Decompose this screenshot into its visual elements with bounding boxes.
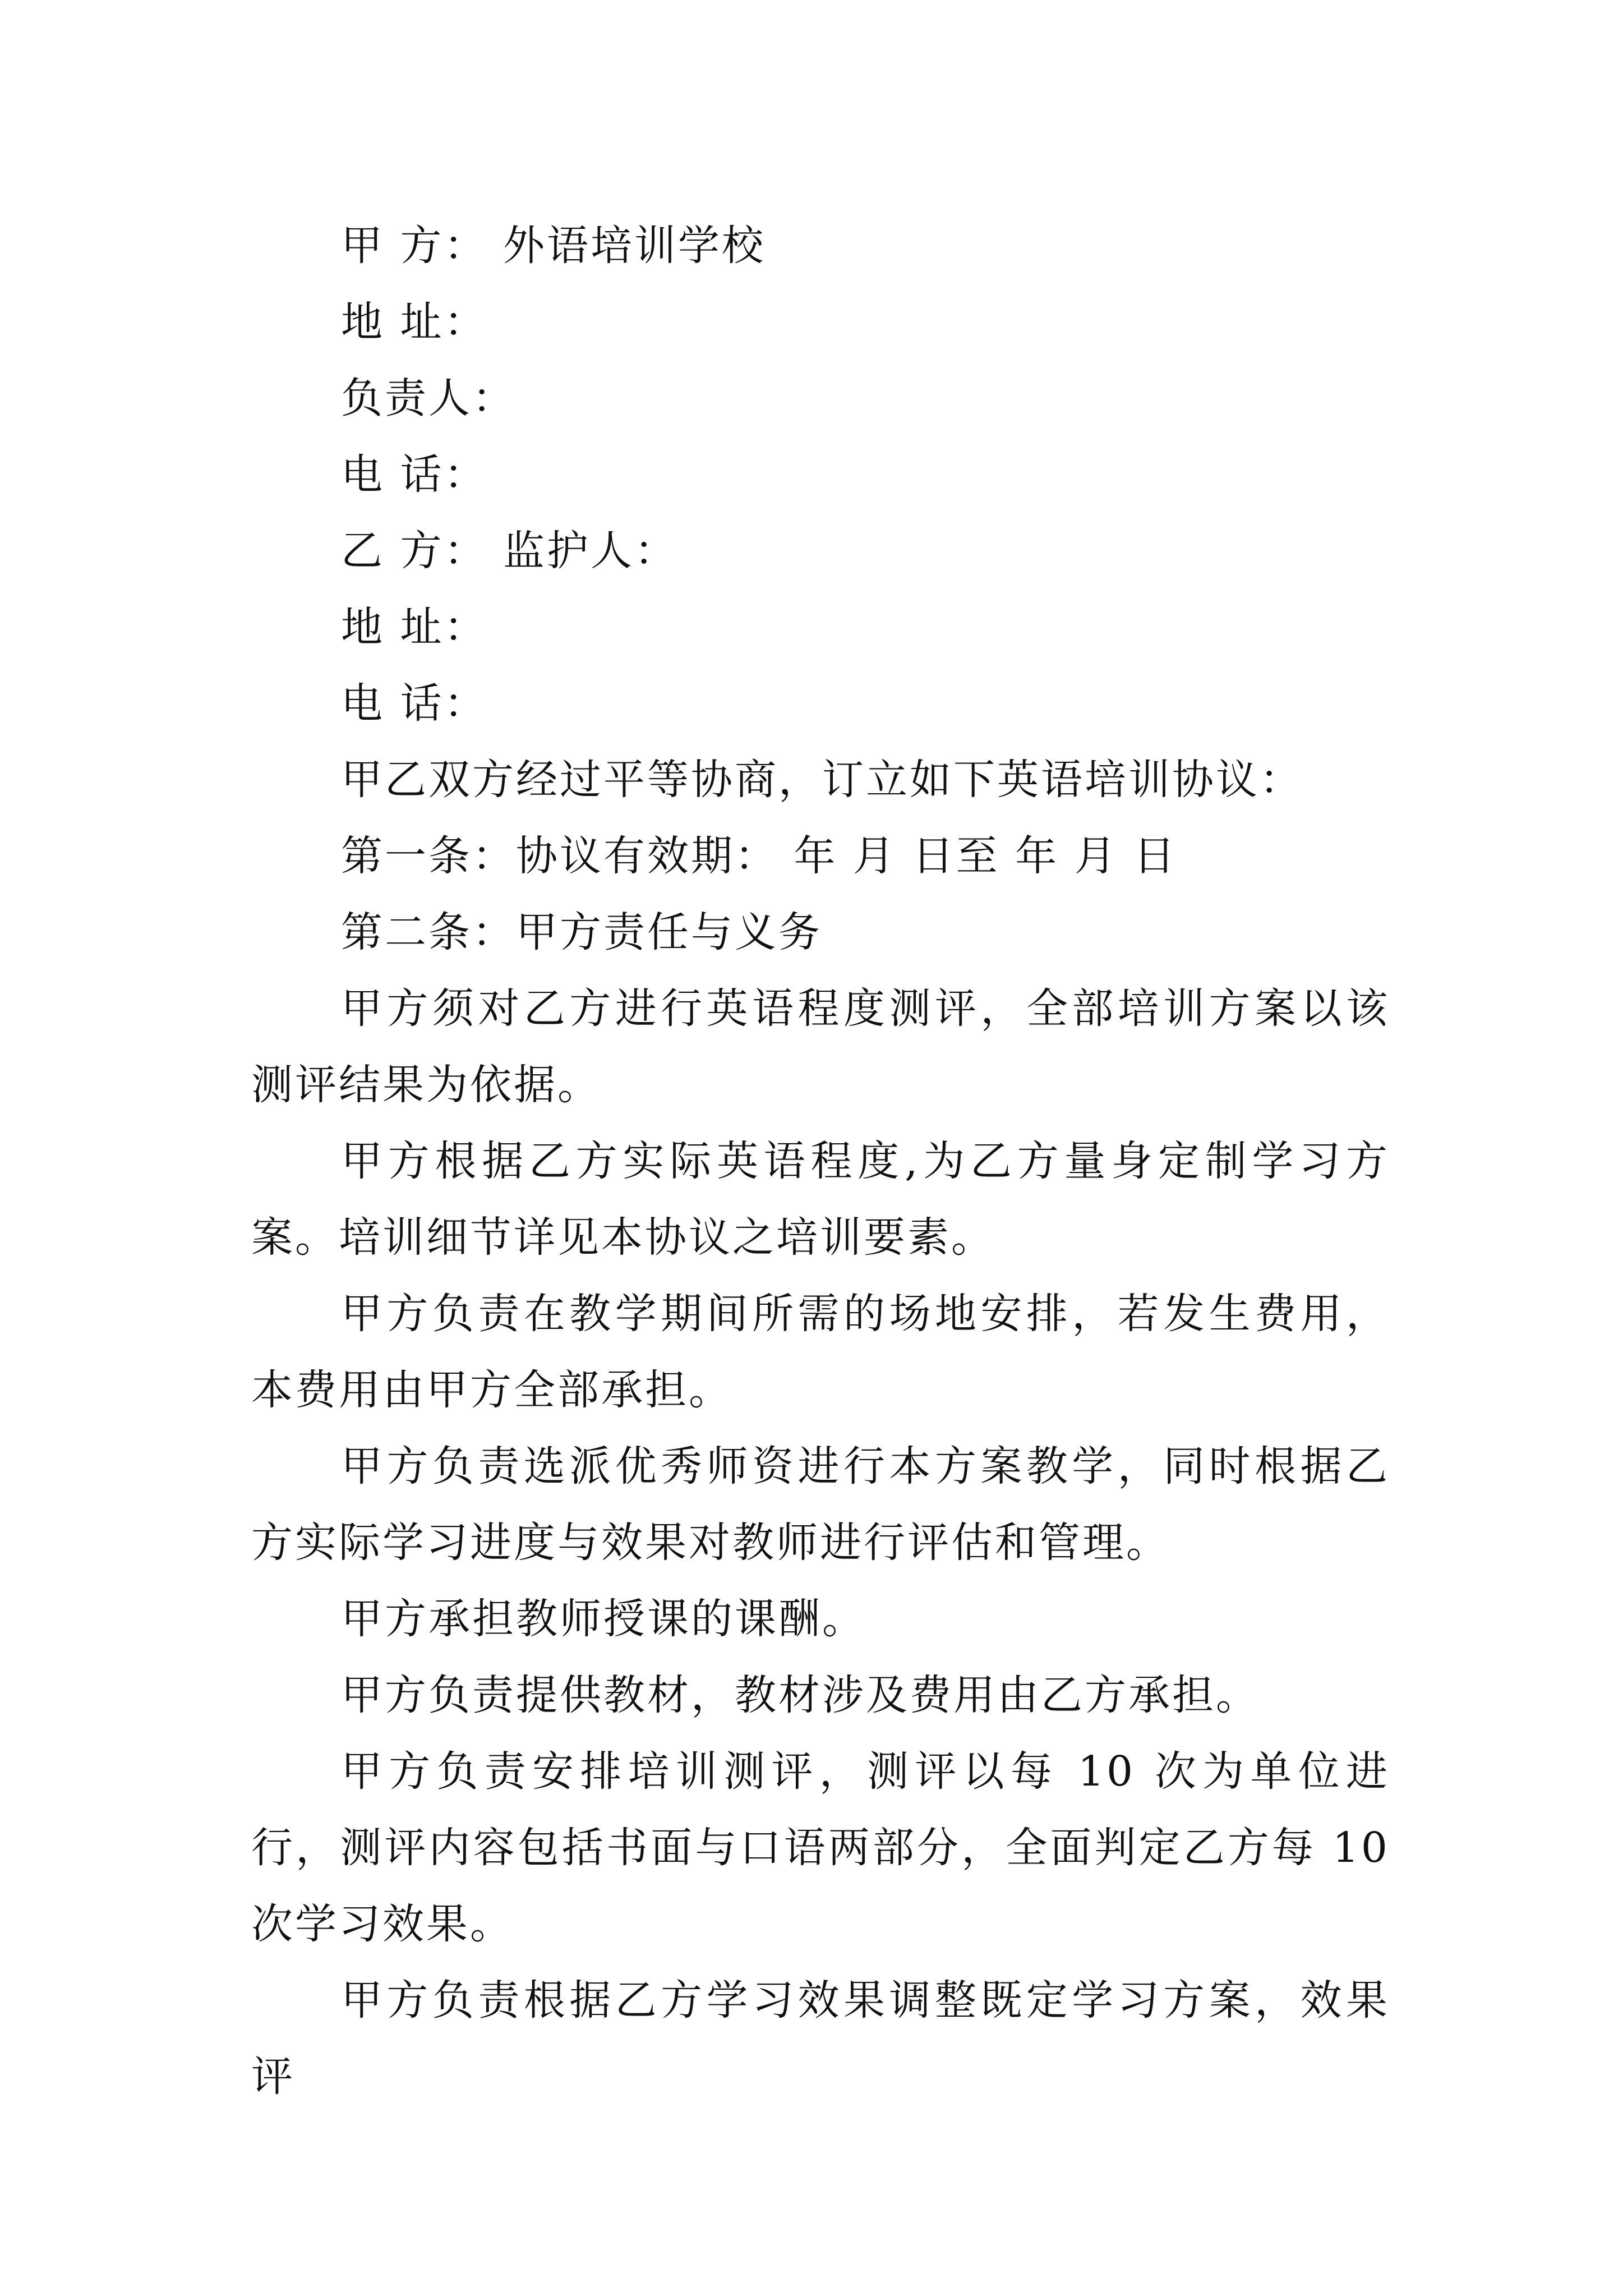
party-a-name-line: 甲 方： 外语培训学校	[341, 222, 766, 270]
party-b-address-line: 地 址：	[341, 603, 488, 651]
article-one-validity: 第一条：协议有效期： 年 月 日至 年 月 日	[341, 832, 1178, 880]
party-b-phone-line: 电 话：	[341, 679, 488, 728]
agreement-intro-line: 甲乙双方经过平等协商，订立如下英语培训协议：	[341, 756, 1303, 804]
document-body	[251, 208, 1390, 2115]
party-a-phone-line: 电 话：	[341, 450, 488, 499]
party-b-guardian-line: 乙 方： 监护人：	[341, 527, 679, 575]
clause-plan-adjustment: 甲方负责根据乙方学习效果调整既定学习方案，效果评	[251, 1976, 1390, 2101]
party-a-address-line: 地 址：	[341, 298, 488, 346]
article-two-heading: 第二条：甲方责任与义务	[341, 908, 822, 956]
clause-textbooks: 甲方负责提供教材，教材涉及费用由乙方承担。	[341, 1671, 1260, 1719]
party-a-manager-line: 负责人：	[341, 374, 516, 422]
clause-venue: 甲方负责在教学期间所需的场地安排，若发生费用，本费用由甲方全部承担。	[251, 1290, 1390, 1414]
clause-testing: 甲方负责安排培训测评，测评以每 10 次为单位进行，测评内容包括书面与口语两部分，全面判定乙方每 10 次学习效果。	[251, 1747, 1390, 1948]
clause-teacher-pay: 甲方承担教师授课的课酬。	[341, 1595, 866, 1643]
clause-assessment: 甲方须对乙方进行英语程度测评，全部培训方案以该测评结果为依据。	[251, 984, 1390, 1109]
clause-teachers: 甲方负责选派优秀师资进行本方案教学，同时根据乙方实际学习进度与效果对教师进行评估和管理。	[251, 1442, 1390, 1567]
clause-custom-plan: 甲方根据乙方实际英语程度,为乙方量身定制学习方案。培训细节详见本协议之培训要素。	[251, 1137, 1390, 1262]
